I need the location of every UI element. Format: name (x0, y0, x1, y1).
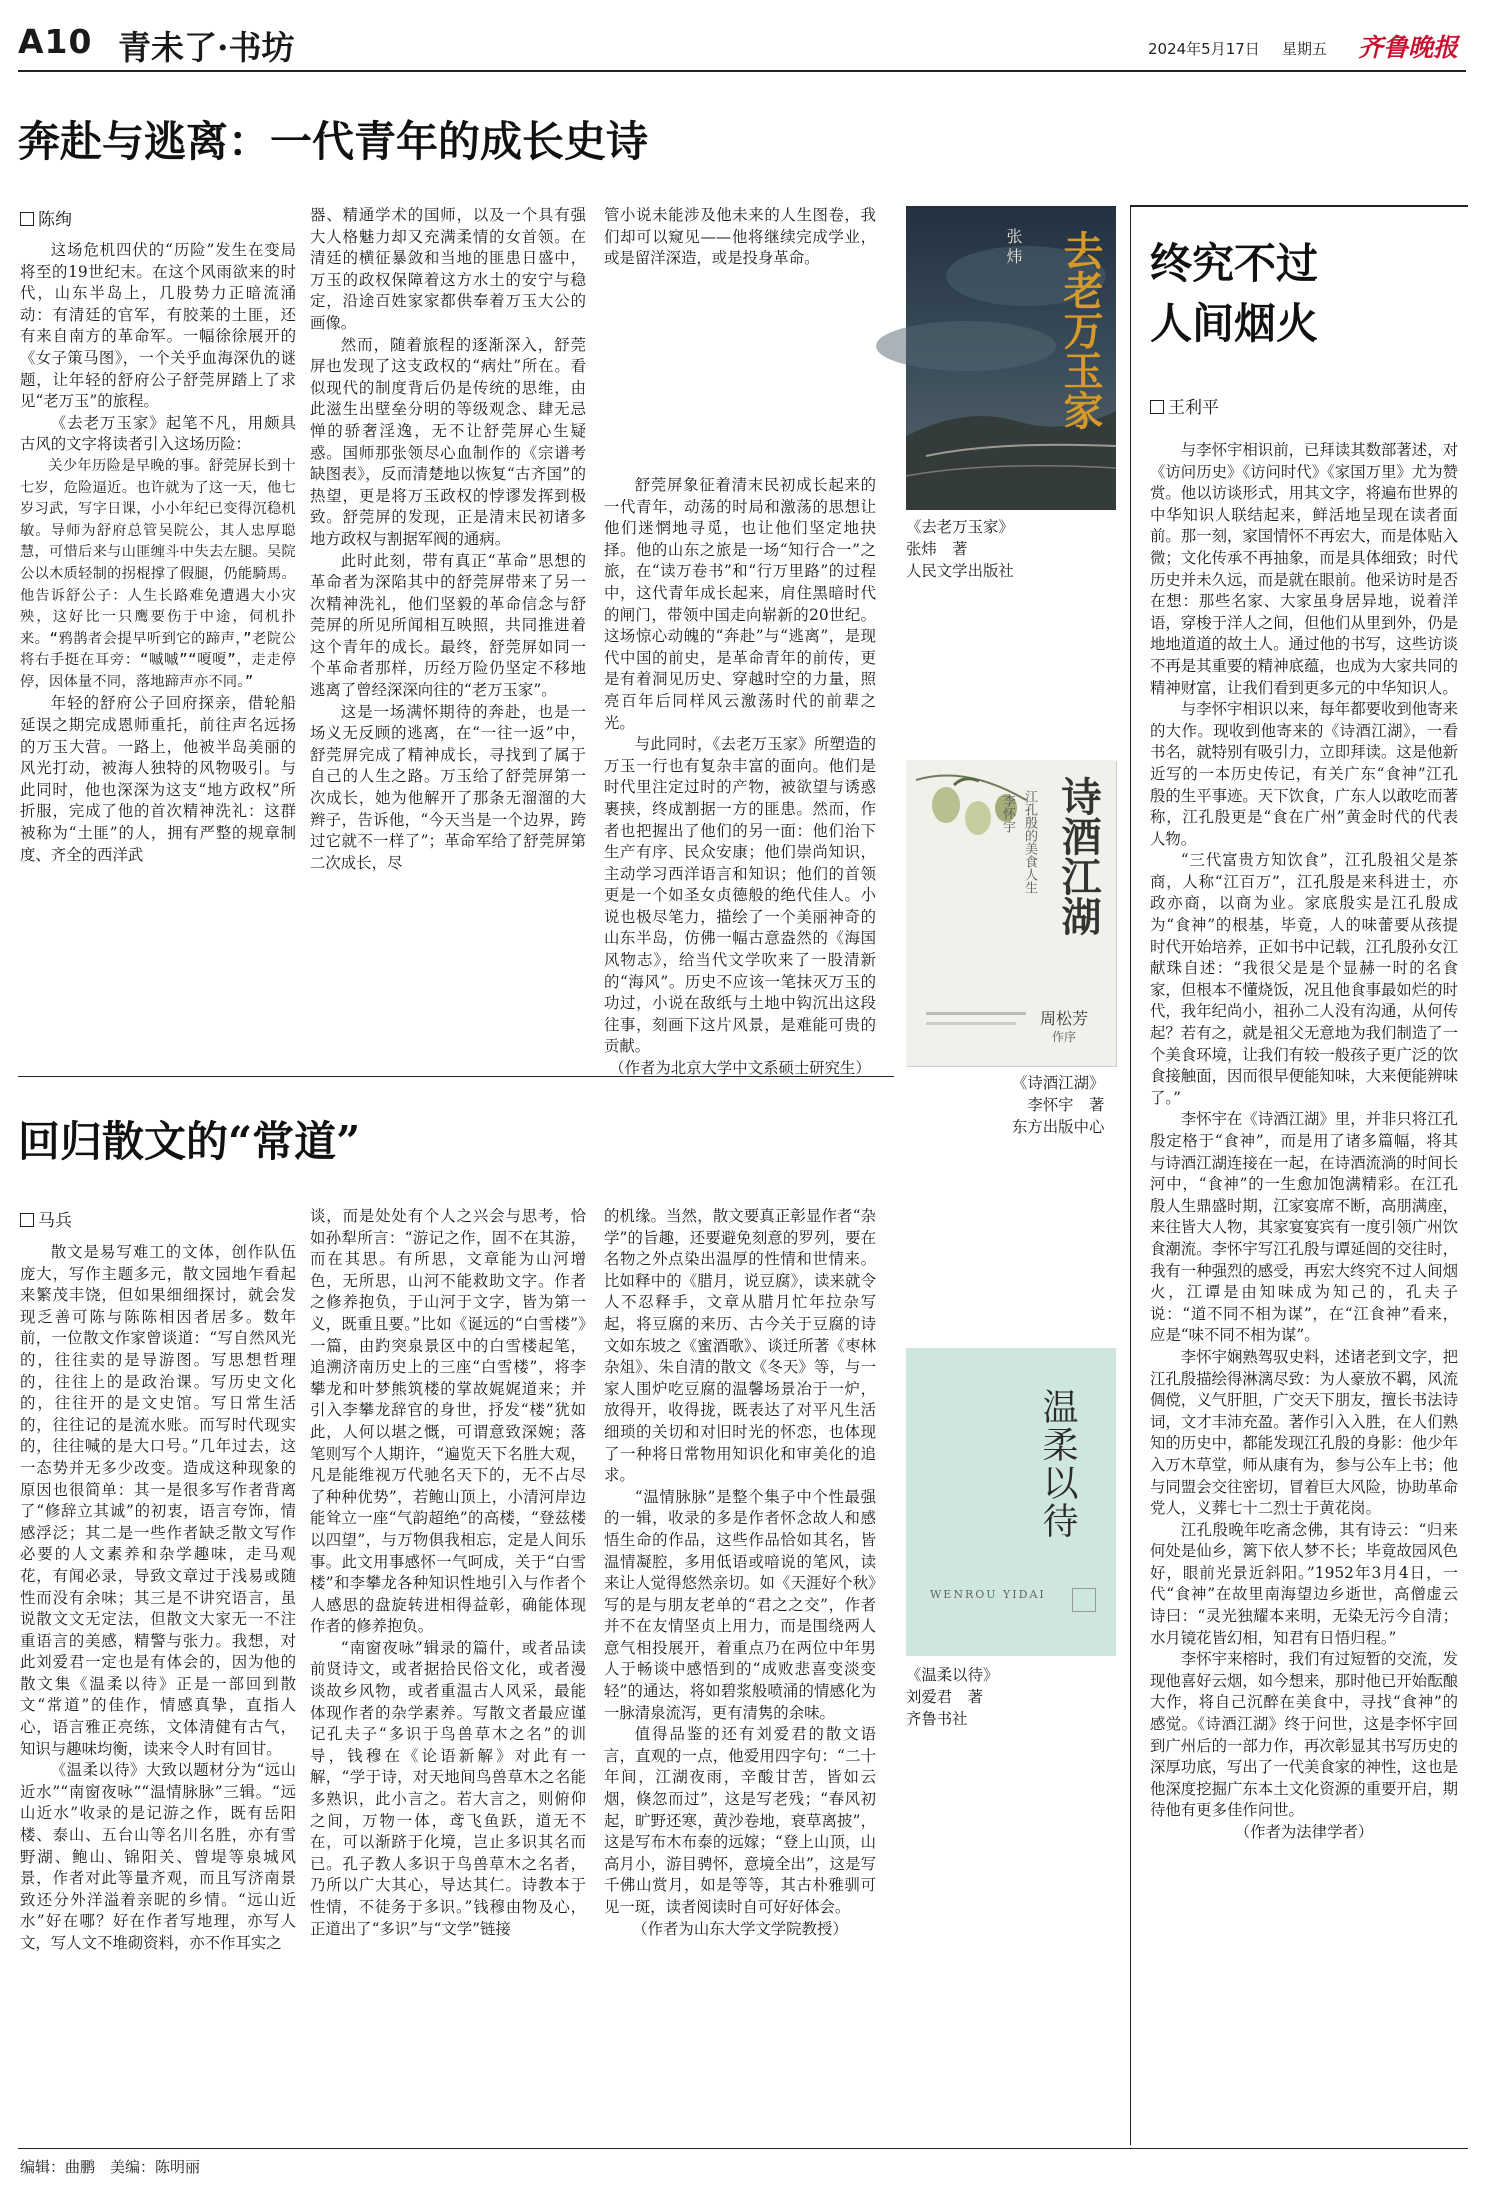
paragraph: 关少年历险是早晚的事。舒莞屏长到十七岁，危险逼近。也许就为了这一天，他七岁习武，写字日课，小小年纪已变得沉稳机敏。导师为舒府总管吴院公，其人忠厚聪慧，可惜后来与山匪缠斗中失去左腿。吴院公以木质轻制的拐棍撑了假腿，仍能騎馬。他告诉舒公子：人生长路难免遭遇大小灾殃，这好比一只鹰要伤于中途，伺机扑来。“鸦鹊者会提早听到它的蹄声，”老院公将右手挺在耳旁：“嘁嘁”“嗄嗄”，走走停停，因体量不同，落地蹄声亦不同。” (20, 457, 296, 690)
cover-author: 张炜 (1004, 228, 1023, 268)
headline-line-2: 人间烟火 (1150, 299, 1319, 348)
article1-column-1 (20, 240, 296, 1058)
cover3-title: 温柔以待 (1037, 1388, 1078, 1540)
byline-box-icon (1150, 400, 1164, 414)
article2-column-3 (604, 1206, 876, 2134)
article2-column-1 (20, 1242, 296, 2134)
byline-box-icon (20, 212, 34, 226)
article1-column-3a (604, 205, 876, 475)
cover2-author: 李怀宇 (1000, 794, 1015, 833)
paragraph: “三代富贵方知饮食”，江孔殷祖父是茶商，人称“江百万”，江孔殷是来科进士，亦政亦商，以商为业。家底殷实是江孔殷成为“食神”的根基，毕竟，人的味蕾要从孩提时代开始培养，正如书中记载，江孔殷孙女江献珠自述：“我很父是是个显赫一时的名食家，但根本不懂烧饭，况且他食事最如烂的时代，我年纪尚小，祖孙二人没有沟通，从何传起？若有之，就是祖父无意地为我们制造了一个美食环境，让我们有较一般孩子更广泛的饮食接触面，因而很早便能知味，大来便能辨味了。” (1150, 851, 1458, 1107)
paragraph: “温情脉脉”是整个集子中个性最强的一辑，收录的多是作者怀念故人和感悟生命的作品，这些作品恰如其名，皆温情凝腔，多用低语或喑说的笔风，读来让人觉得悠然亲切。如《天涯好个秋》写的是与朋友老单的“君之之交”，作者并不在友情坚贞上用力，而是围绕两人意气相投展开，着重点乃在两位中年男人于畅谈中感悟到的“成败悲喜变淡变轻”的通达，将如碧浆般喷涌的情感化为一脉清泉流泻，更有清隽的余味。 (604, 1487, 876, 1722)
paragraph: 与此同时，《去老万玉家》所塑造的万玉一行也有复杂丰富的面向。他们是时代里注定过时的产物，被欲望与诱惑裹挟，终成割据一方的匪患。然而，作者也把握出了他们的另一面：他们治下生产有序、民众安康；他们崇尚知识，主动学习西洋语言和知识；他们的首领更是一个如圣女贞德般的绝代佳人。小说也极尽笔力，描绘了一个美丽神奇的山东半岛，仿佛一幅古意盎然的《海国风物志》，给当代文学吹来了一股清新的“海风”。历史不应该一笔抹灭万玉的功过，小说在敌纸与土地中钩沉出这段往事，刻画下这片风景，是难能可贵的贡献。 (604, 735, 876, 1056)
headline-line-1: 终究不过 (1150, 239, 1319, 288)
paragraph: 与李怀宇相识前，已拜读其数部著述，对《访问历史》《访问时代》《家国万里》尤为赞赏。他以访谈形式，用其文字，将遍布世界的中华知识人联结起来，鲜活地呈现在读者面前。那一刻，家国情怀不再宏大，而是体贴入微；文化传承不再抽象，而是具体细致；时代历史并未久远，而是就在眼前。他采访时是否在想：那些名家、大家虽身居异地，说着洋语，穿梭于洋人之间，但他们从里到外，仍是地地道道的故土人。通过他的书写，这些访谈不再是其重要的精神底蕴，也成为大家共同的精神财富，让我们看到更多元的中华知识人。 (1150, 441, 1458, 697)
byline-box-icon (20, 1213, 34, 1227)
book-cover-laowanyu (906, 206, 1116, 510)
cover2-text-line (926, 1022, 1016, 1025)
cover2-subtitle: 江孔殷的美食人生 (1022, 790, 1037, 894)
book-cover-wenrouyidai (906, 1348, 1116, 1656)
cover2-text-line (926, 1012, 1026, 1015)
paragraph: 器、精通学术的国师，以及一个具有强大人格魅力却又充满柔情的女首领。在清廷的横征暴敛和当地的匪患日盛中，万玉的政权保障着这方水土的安宁与稳定，沿途百姓家家都供奉着万玉大公的画像。 (310, 206, 586, 332)
book-caption-3 (906, 1664, 998, 1730)
cover2-title: 诗酒江湖 (1055, 776, 1102, 936)
newspaper-logo: 齐鲁晚报 (1358, 33, 1459, 62)
paragraph: 舒莞屏象征着清末民初成长起来的一代青年，动荡的时局和激荡的思想让他们迷惘地寻觅，也让他们坚定地抉择。他的山东之旅是一场“知行合一”之旅，在“读万卷书”和“行万里路”的过程中，这代青年成长起来，肩住黑暗时代的闸门，带领中国走向崭新的20世纪。这场惊心动魄的“奔赴”与“逃离”，是现代中国的前史，是革命青年的前传，更是有着洞见历史、穿越时空的力量，照亮百年后同样风云激荡时代的前辈之光。 (604, 476, 876, 732)
article2-top-rule (18, 1076, 894, 1077)
paragraph: 李怀宇来榕时，我们有过短暂的交流，发现他喜好云烟，如今想来，那时他已开始酝酿大作，将自己沉醉在美食中，寻找“食神”的感觉。《诗酒江湖》终于问世，这是李怀宇回到广州后的一部力作，再次彰显其书写历史的深厚功底，写出了一代美食家的神性，这也是他深度挖掘广东本土文化资源的重要开启，期待他有更多佳作问世。 (1150, 1650, 1458, 1820)
article1-column-2 (310, 205, 586, 1058)
caption-title: 《温柔以待》 (906, 1666, 999, 1684)
article3-column (1150, 440, 1458, 2145)
masthead-rule (18, 70, 1466, 72)
book-caption-2 (1012, 1072, 1104, 1138)
book-cover-shijiujianghu (906, 760, 1116, 1066)
paragraph: 江孔殷晚年吃斋念佛，其有诗云：“归来何处是仙乡，篱下依人梦不长；毕竟故园风色好，眼前光景近斜阳。”1952年3月4日，一代“食神”在故里南海望边乡逝世，高僧虚云诗曰：“灵光独耀本来明，无染无污今自清；水月镜花皆幻相，知君有日悟归程。” (1150, 1520, 1458, 1647)
book-caption-1 (906, 516, 1014, 582)
caption-title: 《诗酒江湖》 (1012, 1074, 1105, 1092)
column-divider (1130, 205, 1131, 2145)
weekday: 星期五 (1282, 40, 1328, 58)
paragraph: （作者为北京大学中文系硕士研究生） (609, 1059, 871, 1078)
paragraph: 《温柔以待》大致以题材分为“远山近水”“南窗夜咏”“温情脉脉”三辑。“远山近水”收录的是记游之作，既有岳阳楼、泰山、五台山等名川名胜，亦有雪野湖、鲍山、锦阳关、曾堤等泉城风景，作者对此等量齐观，而且写济南景致还分外洋溢着亲昵的乡情。“远山近水”好在哪？好在作者写地理，亦写人文，写人文不堆砌资料，亦不作耳实之 (20, 1761, 296, 1952)
article3-headline (1150, 234, 1318, 354)
article1-byline: 陈绚 (20, 205, 72, 230)
paragraph: 李怀宇在《诗酒江湖》里，并非只将江孔殷定格于“食神”，而是用了诸多篇幅，将其与诗酒江湖连接在一起，在诗酒流淌的时间长河中，“食神”的一生愈加饱满精彩。在江孔殷人生鼎盛时期，江家宴席不断，高朋满座，来往皆大人物，其家宴宴宾有一度引领广州饮食潮流。李怀宇写江孔殷与谭延闿的交往时，我有一种强烈的感受，再宏大终究不过人间烟火，江谭是由知味成为知己的，孔夫子说：“道不同不相为谋”，在“江食神”看来，应是“味不同不相为谋”。 (1150, 1110, 1458, 1345)
article1-headline: 奔赴与逃离：一代青年的成长史诗 (18, 117, 649, 166)
paragraph: 此时此刻，带有真正“革命”思想的革命者为深陷其中的舒莞屏带来了另一次精神洗礼，他们坚毅的革命信念与舒莞屏的所见所闻相互映照，共同推进着这个青年的成长。最终，舒莞屏如同一个革命者那样，历经万险仍坚定不移地逃离了曾经深深向往的“老万玉家”。 (310, 551, 586, 700)
paragraph: 《去老万玉家》起笔不凡，用颇具古风的文字将读者引入这场历险： (20, 413, 296, 454)
paragraph: 然而，随着旅程的逐渐深入，舒莞屏也发现了这支政权的“病灶”所在。看似现代的制度背后仍是传统的思维，由此滋生出壁垒分明的等级观念、肆无忌惮的骄奢淫逸，无不让舒莞屏心生疑惑。国师那张领尽心血制作的《宗谱考缺图表》，反而清楚地以恢复“古齐国”的热望，更是将万玉政权的悖谬发挥到极致。舒莞屏的发现，正是清末民初诸多地方政权与割据军阀的通病。 (310, 335, 586, 548)
paragraph: 年轻的舒府公子回府探亲，借轮船延误之期完成恩师重托，前往声名远扬的万玉大营。一路上，他被半岛美丽的风光打动，被海人独特的风物吸引。与此同时，他也深深为这支“地方政权”所折服，完成了他的首次精神洗礼：这群被称为“土匪”的人，拥有严整的规章制度、齐全的西洋武 (20, 694, 296, 864)
caption-publisher: 东方出版中心 (1012, 1118, 1105, 1136)
paragraph: 值得品鉴的还有刘爱君的散文语言，直观的一点，他爱用四字句：“二十年间，江湖夜雨，辛酸甘苦，皆如云烟，倏忽而过”，这是写老残；“春风初起，旷野还寒，黄沙卷地，衰草离披”，这是写布木布泰的远嫁；“登上山顶，山高月小，游目骋怀，意境全出”，这是写千佛山赏月，如是等等，其古朴雅驯可见一斑，读者阅读时自可好好体会。 (604, 1725, 876, 1916)
footer-editor: 编辑：曲鹏 (20, 2158, 96, 2176)
section-title: 青未了·书坊 (118, 28, 295, 67)
caption-author: 刘爱君 著 (906, 1688, 983, 1706)
paragraph: 的机缘。当然，散文要真正彰显作者“杂学”的旨趣，还要避免刻意的罗列，要在名物之外点染出温厚的性情和世情来。比如释中的《腊月，说豆腐》，读来就令人不忍释手，文章从腊月忙年拉杂写起，将豆腐的来历、古今关于豆腐的诗文如东坡之《蜜酒歌》、谈迁所著《枣林杂俎》、朱自清的散文《冬天》等，与一家人围炉吃豆腐的温馨场景冶于一炉，放得开，收得拢，既表达了对平凡生活细琐的关切和对旧时光的怀恋，也体现了一种将日常物用知识化和审美化的追求。 (604, 1207, 876, 1485)
article2-headline: 回归散文的“常道” (18, 1117, 361, 1166)
caption-author: 张炜 著 (906, 540, 968, 558)
cover-title: 去老万玉家 (1057, 230, 1104, 430)
date: 2024年5月17日 (1148, 40, 1260, 58)
paragraph: 李怀宇娴熟驾驭史料，述诸老到文字，把江孔殷描绘得淋漓尽致：为人豪放不羁，风流倜傥，义气肝胆，广交天下朋友，擅长书法诗词，文才丰沛充盈。著作引入入胜，在人们熟知的历史中，都能发现江孔殷的身影：他少年入万木草堂，师从康有为，参与公车上书；他与同盟会交往密切，冒着巨大风险，协助革命党人，义葬七十二烈士于黄花岗。 (1150, 1347, 1458, 1518)
paragraph: 这场危机四伏的“历险”发生在变局将至的19世纪末。在这个风雨欲来的时代，山东半岛上，几股势力正暗流涌动：有清廷的官军，有胶莱的土匪，还有来自南方的革命军。一幅徐徐展开的《女子策马图》，一个关乎血海深仇的谜题，让年轻的舒府公子舒莞屏踏上了求见“老万玉”的旅程。 (20, 241, 296, 411)
cover2-preface-suffix: 作序 (1052, 1030, 1077, 1044)
paragraph: 与李怀宇相识以来，每年都要收到他寄来的大作。现收到他寄来的《诗酒江湖》，一看书名，就特别有吸引力，立即拜读。这是他新近写的一本历史传记，有关广东“食神”江孔殷的生平事迹。天下饮食，广东人以敢吃而著称，江孔殷更是“食在广州”黄金时代的代表人物。 (1150, 700, 1458, 848)
paragraph: 谈，而是处处有个人之兴会与思考，恰如孙犁所言：“游记之作，固不在其游，而在其思。有所思，文章能为山河增色，无所思，山河不能救助文字。作者之修养抱负，于山河于文字，皆为第一义，既重且要。”比如《诞远的“白雪楼”》一篇，由趵突泉景区中的白雪楼起笔，追溯济南历史上的三座“白雪楼”，将李攀龙和叶梦熊筑楼的掌故娓娓道来；并引入李攀龙辞官的身世，抒发“楼”犹如此，人何以堪之慨，可谓意致深婉；落笔则写个人期许，“遍览天下名胜大观，凡是能维视万代驰名天下的，无不占尽了种种优势”，若鲍山顶上，小清河岸边能耸立一座“气韵超绝”的高楼，“登兹楼以四望”，与万物俱我相忘，定是人间乐事。此文用事感怀一气呵成，关于“白雪楼”和李攀龙各种知识性地引入与作者个人感思的盘旋转进相得益彰，确能体现作者的修养抱负。 (310, 1207, 586, 1636)
paragraph: “南窗夜咏”辑录的篇什，或者品读前贤诗文，或者据拾民俗文化，或者漫谈故乡风物，或者重温古人风采，最能体现作者的杂学素养。写散文者最应谨记孔夫子“多识于鸟兽草木之名”的训导，钱穆在《论语新解》对此有一解，“学于诗，对天地间鸟兽草木之名能多熟识，此小言之。若大言之，则俯仰之间，万物一体，鸢飞鱼跃，道无不在，可以渐跻于化境，岂止多识其名而已。孔子教人多识于鸟兽草木之名者，乃所以广大其心，导达其仁。诗教本于性情，不徒务于多识。”钱穆由物及心，正道出了“多识”与“文学”链接 (310, 1638, 586, 1938)
article2-column-2 (310, 1206, 586, 2134)
paragraph: （作者为法律学者） (1234, 1823, 1374, 1841)
paragraph: （作者为山东大学文学院教授） (632, 1919, 848, 1938)
article2-byline: 马兵 (20, 1206, 72, 1231)
caption-author: 李怀宇 著 (1027, 1096, 1105, 1114)
paragraph: 这是一场满怀期待的奔赴，也是一场义无反顾的逃离，在“一往一返”中，舒莞屏完成了精神成长，寻找到了属于自己的人生之路。万玉给了舒莞屏第一次成长，她为他解开了那条无溜溜的大辫子，告诉他，“今天当是一个边界，跨过它就不一样了”；革命军给了舒莞屏第二次成长，尽 (310, 702, 586, 872)
paragraph: 管小说未能涉及他未来的人生图卷，我们却可以窥见——他将继续完成学业，或是留洋深造，或是投身革命。 (604, 206, 876, 268)
article3-top-rule (1130, 205, 1468, 207)
article3-byline: 王利平 (1150, 393, 1219, 418)
caption-publisher: 人民文学出版社 (906, 562, 1014, 580)
cover3-pinyin: WENROU YIDAI (930, 1588, 1046, 1601)
cover3-seal-icon (1072, 1588, 1096, 1612)
caption-publisher: 齐鲁书社 (906, 1710, 968, 1728)
article1-column-3b (604, 475, 876, 1078)
footer-rule (18, 2148, 1468, 2149)
paragraph: 散文是易写难工的文体，创作队伍庞大，写作主题多元，散文园地乍看起来繁茂丰饶，但如果细细探讨，就会发现乏善可陈与陈陈相因者居多。数年前，一位散文作家曾谈道：“写自然风光的，往往卖的是导游图。写思想哲理的，往往上的是政治课。写历史文化的，往往开的是文史馆。写日常生活的，往往记的是流水账。而写时代现实的，往往喊的是大口号。”几年过去，这一态势并无多少改变。造成这种现象的原因也很简单：其一是很多写作者背离了“修辞立其诚”的初衷，语言夸饰，情感浮泛；其二是一些作者缺乏散文写作必要的人文素养和杂学趣味，走马观花，有闻必录，导致文章过于浅易或随性而没有余味；其三是不讲究语言，虽说散文文无定法，但散文大家无一不注重语言的美感，精警与张力。我想，对此刘爱君一定也是有体会的，因为他的散文集《温柔以待》正是一部回到散文“常道”的佳作，情感真挚，直指人心，语言雅正亮练，文体清健有古气，知识与趣味均衡，读来令人时有回甘。 (20, 1243, 296, 1758)
footer-designer: 美编：陈明丽 (110, 2158, 201, 2176)
page-number: A10 (18, 22, 93, 61)
caption-title: 《去老万玉家》 (906, 518, 1014, 536)
cover2-preface: 周松芳 (1040, 1009, 1089, 1028)
